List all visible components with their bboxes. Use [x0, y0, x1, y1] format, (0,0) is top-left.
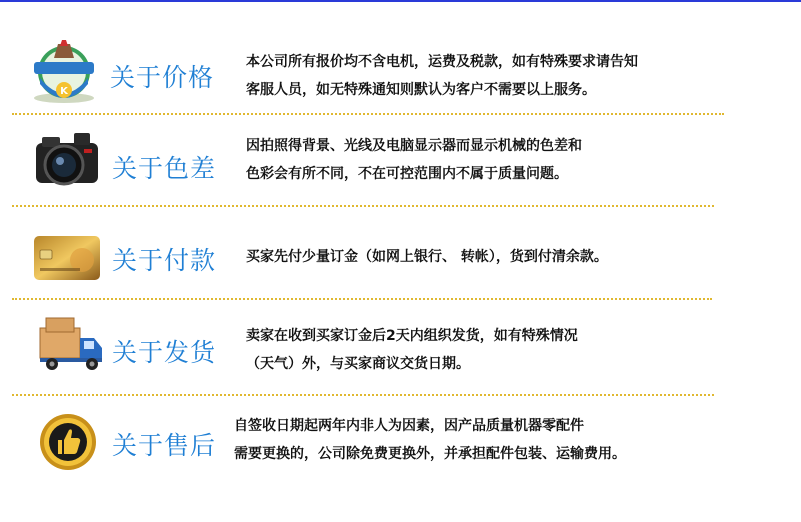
- badge-letter: K: [60, 86, 68, 97]
- delivery-truck-icon: [36, 314, 106, 374]
- heading-price: 关于价格: [110, 63, 215, 92]
- top-border: [0, 0, 801, 2]
- text-color: [246, 132, 582, 188]
- heading-after-sales: 关于售后: [112, 431, 217, 460]
- export-badge-icon: [22, 38, 106, 104]
- text-payment: [246, 243, 608, 271]
- text-price-line-1: 本公司所有报价均不含电机，运费及税款，如有特殊要求请告知: [246, 54, 638, 70]
- text-shipping: [246, 322, 578, 378]
- bank-card-icon: [32, 234, 102, 282]
- text-shipping-line-2: （天气）外，与买家商议交货日期。: [246, 356, 470, 372]
- divider-4: [12, 394, 714, 396]
- divider-3: [12, 298, 712, 300]
- heading-shipping: 关于发货: [112, 338, 217, 367]
- text-payment-line-1: 买家先付少量订金（如网上银行、 转帐），货到付清余款。: [246, 249, 608, 265]
- thumbs-up-icon: [36, 412, 100, 472]
- heading-color: 关于色差: [112, 154, 217, 183]
- text-after-sales-line-1: 自签收日期起两年内非人为因素，因产品质量机器零配件: [234, 418, 584, 434]
- text-shipping-line-1: 卖家在收到买家订金后2天内组织发货，如有特殊情况: [246, 328, 578, 344]
- text-price-line-2: 客服人员，如无特殊通知则默认为客户不需要以上服务。: [246, 82, 596, 98]
- heading-payment: 关于付款: [112, 246, 217, 275]
- text-after-sales-line-2: 需要更换的，公司除免费更换外，并承担配件包装、运输费用。: [234, 446, 626, 462]
- text-price: [246, 48, 638, 104]
- text-after-sales: [234, 412, 626, 468]
- divider-1: [12, 113, 724, 115]
- divider-2: [12, 205, 714, 207]
- text-color-line-1: 因拍照得背景、光线及电脑显示器而显示机械的色差和: [246, 138, 582, 154]
- camera-icon: [34, 129, 100, 189]
- text-color-line-2: 色彩会有所不同，不在可控范围内不属于质量问题。: [246, 166, 568, 182]
